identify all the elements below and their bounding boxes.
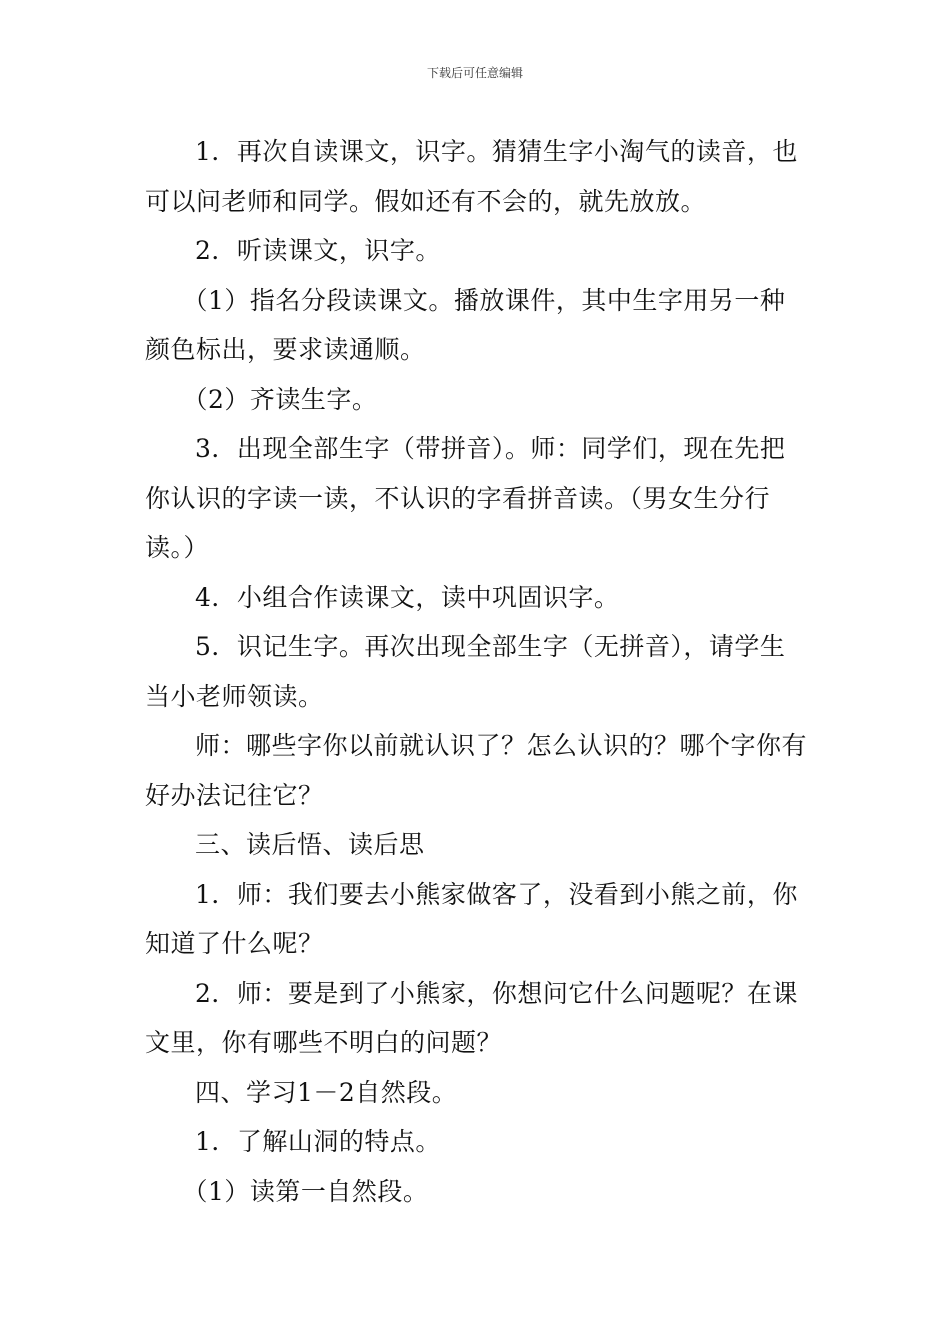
paragraph-2: 2．听读课文，识字。 (195, 236, 441, 265)
page-header: 下载后可任意编辑 (426, 66, 523, 80)
paragraph-7: 5．识记生字。再次出现全部生字（无拼音），请学生当小老师领读。 (145, 632, 786, 711)
document-body (145, 127, 810, 1216)
paragraph-4: （2）齐读生字。 (182, 384, 378, 414)
paragraph-11: 2．师：要是到了小熊家，你想问它什么问题呢？在课文里，你有哪些不明白的问题？ (145, 978, 798, 1057)
paragraph-14: （1）读第一自然段。 (182, 1176, 429, 1206)
paragraph-10: 1．师：我们要去小熊家做客了，没看到小熊之前，你知道了什么呢？ (145, 879, 798, 958)
section-heading-4: 四、学习1－2自然段。 (195, 1077, 458, 1107)
paragraph-8: 师：哪些字你以前就认识了？怎么认识的？哪个字你有好办法记往它？ (145, 731, 808, 810)
paragraph-6: 4．小组合作读课文，读中巩固识字。 (195, 582, 620, 612)
paragraph-13: 1．了解山洞的特点。 (195, 1127, 441, 1156)
paragraph-1: 1．再次自读课文，识字。猜猜生字小淘气的读音，也可以问老师和同学。假如还有不会的，就先放放。 (145, 137, 798, 216)
paragraph-3: （1）指名分段读课文。播放课件，其中生字用另一种颜色标出，要求读通顺。 (145, 285, 786, 364)
section-heading-3: 三、读后悟、读后思 (195, 830, 425, 859)
paragraph-5: 3．出现全部生字（带拼音）。师：同学们，现在先把你认识的字读一读，不认识的字看拼音读。（男女生分行读。） (145, 434, 786, 562)
